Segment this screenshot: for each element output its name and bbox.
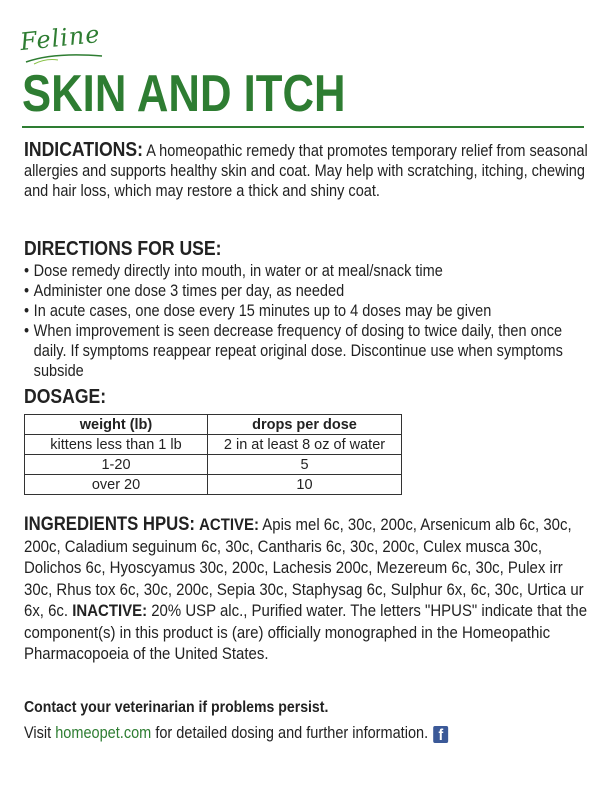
table-cell: over 20: [25, 475, 208, 495]
ingredients-section: [24, 514, 590, 665]
list-item: • In acute cases, one dose every 15 minutes up to 4 doses may be given: [24, 301, 590, 321]
dosage-table: [24, 414, 402, 495]
dosage-heading: DOSAGE:: [24, 386, 107, 408]
website-link[interactable]: homeopet.com: [55, 724, 152, 742]
indications-section: [24, 140, 590, 201]
visit-suffix: for detailed dosing and further information.: [155, 724, 429, 742]
dosage-section: [24, 386, 590, 409]
feline-logo: [18, 19, 102, 57]
title-divider: [22, 126, 584, 128]
active-label: ACTIVE:: [199, 515, 259, 534]
table-header-row: [25, 415, 402, 435]
contact-section: [24, 697, 590, 745]
inactive-ingredients-text: 20% USP alc., Purified water. The letters "HPUS" indicate that the component(s) in this product is (are) officially monographed in the Homeopathic Pharmacopoeia of the United States.: [24, 601, 588, 663]
table-cell: 2 in at least 8 oz of water: [208, 435, 402, 455]
visit-prefix: Visit: [24, 724, 52, 742]
list-item: • When improvement is seen decrease frequency of dosing to twice daily, then once daily. If symptoms reappear repeat original dose. Discontinue use when symptoms subside: [24, 321, 590, 381]
inactive-label: INACTIVE:: [72, 601, 148, 620]
visit-line: [24, 721, 590, 745]
indications-text: A homeopathic remedy that promotes temporary relief from seasonal allergies and supports healthy skin and coat. May help with scratching, itching, chewing and hair loss, which may restore a thick and shiny coat.: [24, 142, 588, 200]
table-row: [25, 455, 402, 475]
table-cell: kittens less than 1 lb: [25, 435, 208, 455]
table-cell: 10: [208, 475, 402, 495]
column-header: drops per dose: [208, 415, 402, 435]
directions-heading: DIRECTIONS FOR USE:: [24, 238, 222, 260]
table-row: [25, 435, 402, 455]
list-item: • Administer one dose 3 times per day, as needed: [24, 281, 590, 301]
facebook-icon[interactable]: f: [433, 726, 448, 743]
list-item: • Dose remedy directly into mouth, in water or at meal/snack time: [24, 261, 590, 281]
logo-text: Feline: [18, 19, 102, 57]
ingredients-heading: INGREDIENTS HPUS:: [24, 514, 195, 535]
column-header: weight (lb): [25, 415, 208, 435]
table-cell: 1-20: [25, 455, 208, 475]
logo-swoosh: [24, 48, 104, 66]
directions-section: [24, 237, 590, 381]
active-ingredients-text: Apis mel 6c, 30c, 200c, Arsenicum alb 6c, 30c, 200c, Caladium seguinum 6c, 30c, Cantharis 6c, 30c, 200c, Culex musca 30c, Dolichos 6c, Hyoscyamus 30c, 200c, Lachesis 200c, Mezereum 6c, 30c, Pulex irr 30c, Rhus tox 6c, 30c, 200c, Sepia 30c, Staphysag 6c, Sulphur 6x, 6c, 30c, Urtica ur 6x, 6c.: [24, 515, 584, 620]
contact-line: Contact your veterinarian if problems persist.: [24, 699, 329, 716]
page-title: SKIN AND ITCH: [22, 65, 346, 123]
table-row: [25, 475, 402, 495]
indications-heading: INDICATIONS:: [24, 139, 143, 161]
directions-list: [24, 261, 590, 381]
table-cell: 5: [208, 455, 402, 475]
